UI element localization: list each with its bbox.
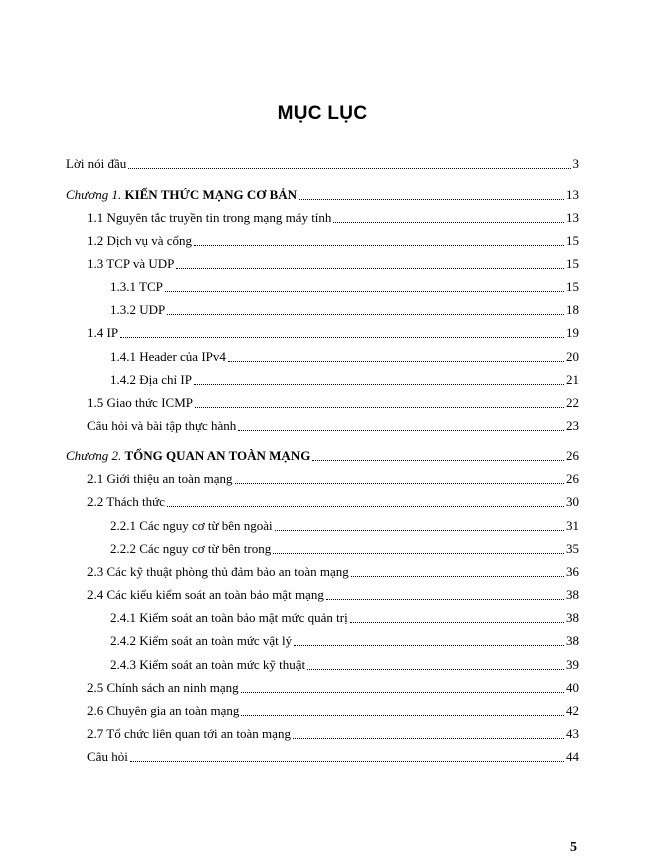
dot-leader [350,611,564,623]
toc-entry-page: 43 [566,726,579,741]
toc-entry-label: 1.4.1 Header của IPv4 [110,349,226,364]
toc-entry[interactable] [87,323,579,341]
toc-entry-page: 35 [566,541,579,556]
toc-chapter[interactable] [66,185,579,203]
dot-leader [167,495,564,507]
toc-entry[interactable] [110,608,579,626]
toc-entry[interactable] [87,208,579,226]
toc-entry[interactable] [87,231,579,249]
dot-leader [130,750,564,762]
toc-entry-page: 15 [566,279,579,294]
toc-entry[interactable] [110,539,579,557]
dot-leader [241,681,564,693]
dot-leader [128,157,570,169]
toc-entry-page: 20 [566,349,579,364]
toc-entry[interactable] [87,678,579,696]
dot-leader [238,419,564,431]
dot-leader [194,373,564,385]
toc-entry[interactable] [87,701,579,719]
toc-entry-page: 18 [566,302,579,317]
chapter-prefix: Chương 2. [66,448,122,463]
toc-entry-page: 26 [566,448,579,463]
toc-entry-label: 2.3 Các kỹ thuật phòng thủ đảm bảo an toàn mạng [87,564,349,579]
toc-entry-page: 31 [566,518,579,533]
toc-entry[interactable] [110,631,579,649]
toc-entry-label: 1.3.2 UDP [110,302,166,317]
dot-leader [294,634,564,646]
dot-leader [326,588,564,600]
toc-entry[interactable] [87,492,579,510]
toc-entry[interactable] [110,347,579,365]
toc-entry-page: 19 [566,325,579,340]
toc-entry-label: 1.1 Nguyên tắc truyền tin trong mạng máy tính [87,210,332,225]
toc-entry-page: 13 [566,210,579,225]
toc-entry-page: 30 [566,494,579,509]
toc-entry[interactable] [66,154,579,172]
dot-leader [299,188,564,200]
toc-chapter[interactable] [66,446,579,464]
toc-entry[interactable] [87,416,579,434]
toc-entry-label: 1.5 Giao thức ICMP [87,395,193,410]
dot-leader [273,542,564,554]
dot-leader [333,211,564,223]
toc-entry-page: 38 [566,587,579,602]
toc-entry[interactable] [87,724,579,742]
toc-entry-page: 13 [566,187,579,202]
toc-entry[interactable] [87,469,579,487]
toc-entry-page: 26 [566,471,579,486]
toc-entry[interactable] [110,370,579,388]
dot-leader [165,280,564,292]
toc-entry-page: 38 [566,633,579,648]
toc-entry[interactable] [87,747,579,765]
dot-leader [235,472,564,484]
toc-entry[interactable] [87,393,579,411]
toc-entry-label: 1.3.1 TCP [110,279,163,294]
toc-entry-label: 2.6 Chuyên gia an toàn mạng [87,703,240,718]
toc-entry[interactable] [87,562,579,580]
toc-entry-label: 2.2.1 Các nguy cơ từ bên ngoài [110,518,273,533]
dot-leader [194,234,564,246]
toc-entry-label: 2.4.2 Kiểm soát an toàn mức vật lý [110,633,293,648]
dot-leader [351,565,564,577]
page-number: 5 [570,840,577,855]
toc-entry-label: Câu hỏi [87,749,128,764]
toc-entry[interactable] [87,254,579,272]
toc-entry-page: 38 [566,610,579,625]
toc-entry[interactable] [110,300,579,318]
toc-entry-page: 22 [566,395,579,410]
toc-entry[interactable] [110,655,579,673]
toc-entry-label: 2.4.1 Kiểm soát an toàn bảo mật mức quản trị [110,610,348,625]
dot-leader [120,326,564,338]
toc-entry-page: 3 [572,156,579,171]
dot-leader [307,658,564,670]
dot-leader [275,519,564,531]
toc-entry-label: 2.2.2 Các nguy cơ từ bên trong [110,541,272,556]
toc-entry-label: 2.1 Giới thiệu an toàn mạng [87,471,233,486]
toc-entry[interactable] [110,277,579,295]
toc-entry-label: 2.2 Thách thức [87,494,165,509]
toc-entry-label: 1.4.2 Địa chỉ IP [110,372,192,387]
toc-entry-page: 36 [566,564,579,579]
dot-leader [293,727,564,739]
toc-entry[interactable] [87,585,579,603]
toc-entry-page: 44 [566,749,579,764]
page-title: MỤC LỤC [277,103,368,124]
dot-leader [176,257,564,269]
toc-entry-page: 40 [566,680,579,695]
toc-entry-page: 42 [566,703,579,718]
toc-entry-label: 2.5 Chính sách an ninh mạng [87,680,239,695]
toc-entry-label: 1.3 TCP và UDP [87,256,175,271]
toc-entry[interactable] [110,516,579,534]
chapter-prefix: Chương 1. [66,187,122,202]
toc-entry-label: Câu hỏi và bài tập thực hành [87,418,237,433]
toc-entry-page: 23 [566,418,579,433]
dot-leader [228,350,564,362]
toc-entry-label: 2.4.3 Kiểm soát an toàn mức kỹ thuật [110,657,306,672]
toc-entry-label: 1.2 Dịch vụ và cổng [87,233,193,248]
toc-entry-label: 2.7 Tổ chức liên quan tới an toàn mạng [87,726,291,741]
toc-entry-label: 2.4 Các kiểu kiểm soát an toàn bảo mật mạng [87,587,324,602]
toc-entry-label: 1.4 IP [87,325,119,340]
dot-leader [241,704,564,716]
toc-entry-page: 39 [566,657,579,672]
dot-leader [195,396,564,408]
toc-entry-label: Lời nói đầu [66,156,127,171]
dot-leader [312,449,564,461]
chapter-title: KIẾN THỨC MẠNG CƠ BẢN [124,187,298,202]
toc-entry-page: 21 [566,372,579,387]
toc-entry-page: 15 [566,233,579,248]
dot-leader [167,303,564,315]
toc-entry-page: 15 [566,256,579,271]
chapter-title: TỔNG QUAN AN TOÀN MẠNG [124,448,311,463]
